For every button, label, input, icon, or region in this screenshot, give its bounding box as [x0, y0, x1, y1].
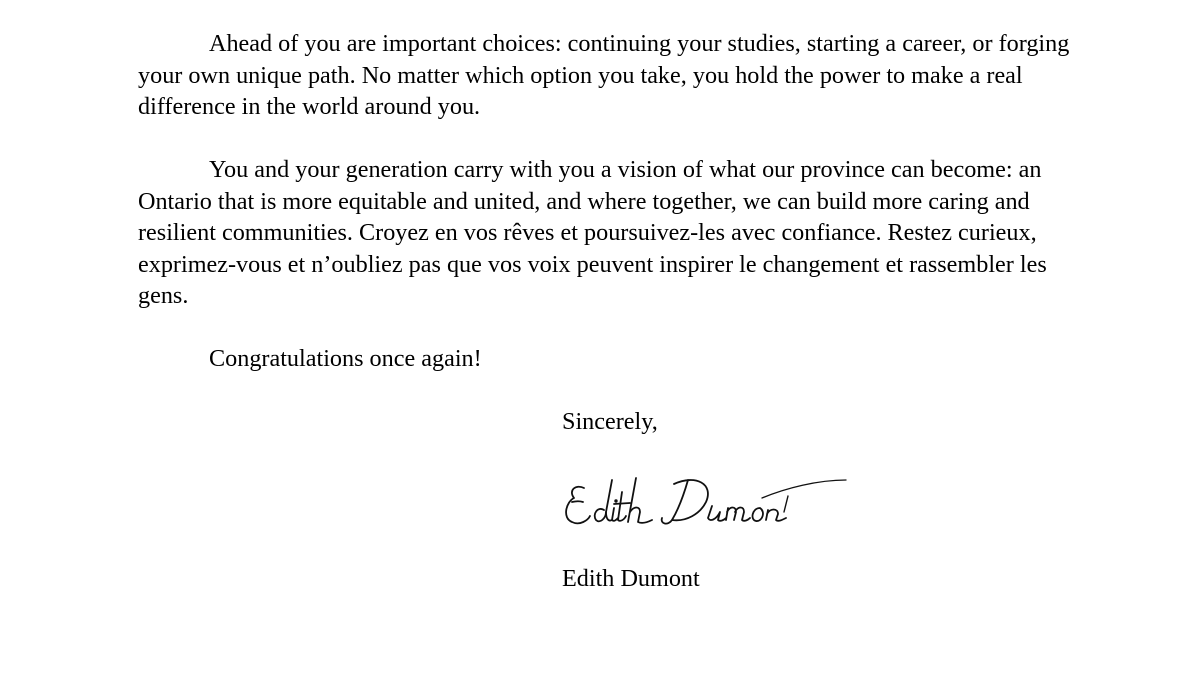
paragraph-vision: You and your generation carry with you a vision of what our province can become: an Ontario that is more equitable and united, and where together, we can build more caring and resilient communities. Croyez en vos rêves et poursuivez-les avec confiance. Restez curieux, exprimez-vous et n’oubliez pas que vos voix peuvent inspirer le changement et rassembler les gens.	[138, 156, 1047, 309]
letter-body	[138, 28, 1078, 406]
paragraph-congratulations: Congratulations once again!	[209, 345, 482, 372]
closing-salutation: Sincerely,	[562, 408, 658, 435]
signer-name: Edith Dumont	[562, 565, 700, 592]
handwritten-signature	[556, 466, 856, 536]
paragraph-choices: Ahead of you are important choices: continuing your studies, starting a career, or forging your own unique path. No matter which option you take, you hold the power to make a real difference in the world around you.	[138, 30, 1070, 120]
